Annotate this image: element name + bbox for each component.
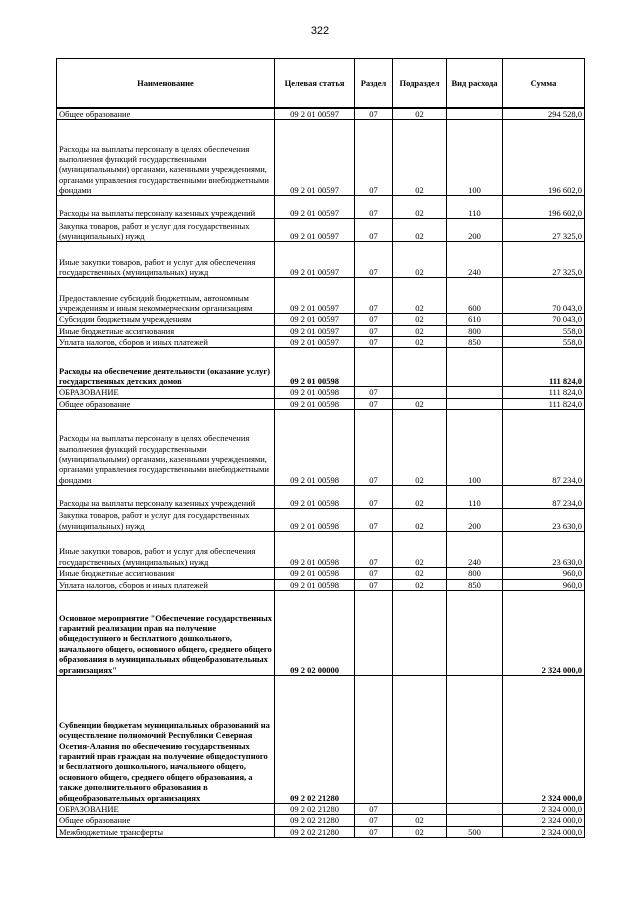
header-target: Целевая статья [275, 59, 355, 109]
cell-name: Закупка товаров, работ и услуг для государственных (муниципальных) нужд [57, 509, 275, 532]
cell-name: Иные закупки товаров, работ и услуг для обеспечения государственных (муниципальных) нужд [57, 532, 275, 568]
cell-amount: 960,0 [503, 579, 585, 590]
cell-amount: 2 324 000,0 [503, 815, 585, 826]
table-row [57, 579, 585, 590]
cell-amount: 111 824,0 [503, 387, 585, 398]
cell-exptype [447, 108, 503, 120]
budget-table [56, 58, 585, 838]
cell-amount: 111 824,0 [503, 398, 585, 409]
cell-section: 07 [355, 826, 393, 837]
header-section: Раздел [355, 59, 393, 109]
cell-amount: 111 824,0 [503, 348, 585, 387]
cell-name: Общее образование [57, 398, 275, 409]
cell-section: 07 [355, 509, 393, 532]
cell-target: 09 2 01 00597 [275, 278, 355, 314]
cell-target: 09 2 01 00598 [275, 348, 355, 387]
cell-exptype: 240 [447, 532, 503, 568]
cell-exptype: 610 [447, 314, 503, 325]
table-row [57, 348, 585, 387]
cell-amount: 70 043,0 [503, 278, 585, 314]
cell-exptype [447, 387, 503, 398]
cell-subsection: 02 [393, 196, 447, 219]
cell-amount: 27 325,0 [503, 242, 585, 278]
cell-amount: 960,0 [503, 568, 585, 579]
cell-exptype [447, 398, 503, 409]
cell-section: 07 [355, 242, 393, 278]
cell-amount: 558,0 [503, 325, 585, 336]
cell-target: 09 2 02 21280 [275, 675, 355, 803]
cell-subsection: 02 [393, 815, 447, 826]
cell-target: 09 2 02 00000 [275, 590, 355, 675]
cell-name: Субсидии бюджетным учреждениям [57, 314, 275, 325]
cell-target: 09 2 01 00597 [275, 196, 355, 219]
cell-section: 07 [355, 398, 393, 409]
cell-target: 09 2 01 00597 [275, 314, 355, 325]
cell-amount: 2 324 000,0 [503, 803, 585, 814]
cell-exptype: 500 [447, 826, 503, 837]
table-row [57, 219, 585, 242]
cell-target: 09 2 01 00598 [275, 410, 355, 486]
cell-subsection: 02 [393, 486, 447, 509]
cell-exptype: 800 [447, 325, 503, 336]
cell-target: 09 2 01 00597 [275, 242, 355, 278]
cell-exptype: 100 [447, 410, 503, 486]
cell-subsection: 02 [393, 826, 447, 837]
table-row [57, 337, 585, 348]
cell-section: 07 [355, 532, 393, 568]
cell-subsection: 02 [393, 108, 447, 120]
cell-exptype [447, 675, 503, 803]
cell-section: 07 [355, 108, 393, 120]
cell-exptype: 600 [447, 278, 503, 314]
cell-exptype [447, 803, 503, 814]
cell-target: 09 2 01 00597 [275, 108, 355, 120]
cell-name: Расходы на выплаты персоналу казенных учреждений [57, 486, 275, 509]
cell-exptype: 850 [447, 579, 503, 590]
cell-subsection [393, 803, 447, 814]
table-row [57, 278, 585, 314]
cell-subsection [393, 387, 447, 398]
cell-exptype: 200 [447, 509, 503, 532]
cell-section: 07 [355, 410, 393, 486]
header-subsection: Подраздел [393, 59, 447, 109]
table-row [57, 486, 585, 509]
cell-exptype [447, 815, 503, 826]
cell-target: 09 2 01 00597 [275, 219, 355, 242]
cell-exptype: 850 [447, 337, 503, 348]
table-row [57, 509, 585, 532]
table-row [57, 568, 585, 579]
cell-name: Расходы на выплаты персоналу казенных учреждений [57, 196, 275, 219]
cell-target: 09 2 02 21280 [275, 826, 355, 837]
cell-amount: 87 234,0 [503, 410, 585, 486]
cell-amount: 23 630,0 [503, 532, 585, 568]
cell-name: ОБРАЗОВАНИЕ [57, 803, 275, 814]
table-row [57, 108, 585, 120]
table-row [57, 803, 585, 814]
table-row [57, 398, 585, 409]
cell-target: 09 2 01 00597 [275, 337, 355, 348]
cell-name: Расходы на выплаты персоналу в целях обеспечения выполнения функций государственными (муниципальными) органами, казенными учреждениями, органами управления государственными внебюджетными фондами [57, 120, 275, 196]
cell-name: Предоставление субсидий бюджетным, автономным учреждениям и иным некоммерческим организациям [57, 278, 275, 314]
cell-exptype: 100 [447, 120, 503, 196]
header-name: Наименование [57, 59, 275, 109]
cell-subsection: 02 [393, 410, 447, 486]
cell-subsection: 02 [393, 325, 447, 336]
cell-exptype [447, 590, 503, 675]
cell-amount: 23 630,0 [503, 509, 585, 532]
cell-target: 09 2 01 00598 [275, 532, 355, 568]
cell-target: 09 2 01 00598 [275, 568, 355, 579]
cell-section: 07 [355, 815, 393, 826]
cell-name: Иные бюджетные ассигнования [57, 325, 275, 336]
cell-name: Общее образование [57, 108, 275, 120]
cell-amount: 87 234,0 [503, 486, 585, 509]
cell-subsection: 02 [393, 509, 447, 532]
table-row [57, 314, 585, 325]
cell-name: Уплата налогов, сборов и иных платежей [57, 337, 275, 348]
cell-target: 09 2 01 00598 [275, 486, 355, 509]
cell-target: 09 2 01 00598 [275, 579, 355, 590]
table-row [57, 325, 585, 336]
cell-section [355, 590, 393, 675]
cell-section: 07 [355, 803, 393, 814]
table-row [57, 675, 585, 803]
cell-amount: 2 324 000,0 [503, 826, 585, 837]
cell-name: ОБРАЗОВАНИЕ [57, 387, 275, 398]
cell-exptype: 110 [447, 486, 503, 509]
cell-section: 07 [355, 314, 393, 325]
cell-section: 07 [355, 337, 393, 348]
table-header-row [57, 59, 585, 109]
cell-name: Основное мероприятие "Обеспечение государственных гарантий реализации прав на получение общедоступного и бесплатного дошкольного, начального общего, основного общего, среднего общего образования в муниципальных общеобразовательных организациях" [57, 590, 275, 675]
cell-section: 07 [355, 278, 393, 314]
table-row [57, 826, 585, 837]
cell-name: Расходы на обеспечение деятельности (оказание услуг) государственных детских домов [57, 348, 275, 387]
cell-amount: 294 528,0 [503, 108, 585, 120]
cell-subsection: 02 [393, 314, 447, 325]
cell-exptype: 200 [447, 219, 503, 242]
cell-section: 07 [355, 219, 393, 242]
cell-section [355, 675, 393, 803]
cell-subsection [393, 348, 447, 387]
cell-subsection: 02 [393, 120, 447, 196]
cell-section [355, 348, 393, 387]
cell-subsection [393, 675, 447, 803]
cell-target: 09 2 01 00598 [275, 387, 355, 398]
cell-section: 07 [355, 196, 393, 219]
header-amount: Сумма [503, 59, 585, 109]
cell-amount: 70 043,0 [503, 314, 585, 325]
cell-amount: 27 325,0 [503, 219, 585, 242]
cell-name: Иные бюджетные ассигнования [57, 568, 275, 579]
cell-subsection: 02 [393, 242, 447, 278]
cell-name: Иные закупки товаров, работ и услуг для обеспечения государственных (муниципальных) нужд [57, 242, 275, 278]
cell-amount: 2 324 000,0 [503, 590, 585, 675]
cell-subsection: 02 [393, 219, 447, 242]
table-row [57, 196, 585, 219]
cell-exptype: 800 [447, 568, 503, 579]
page-number: 322 [310, 25, 330, 37]
cell-target: 09 2 01 00598 [275, 398, 355, 409]
cell-section: 07 [355, 486, 393, 509]
cell-target: 09 2 01 00597 [275, 120, 355, 196]
cell-name: Общее образование [57, 815, 275, 826]
cell-subsection: 02 [393, 579, 447, 590]
cell-target: 09 2 01 00598 [275, 509, 355, 532]
cell-target: 09 2 01 00597 [275, 325, 355, 336]
cell-amount: 196 602,0 [503, 120, 585, 196]
cell-name: Закупка товаров, работ и услуг для государственных (муниципальных) нужд [57, 219, 275, 242]
cell-section: 07 [355, 387, 393, 398]
cell-subsection: 02 [393, 337, 447, 348]
cell-subsection: 02 [393, 278, 447, 314]
cell-subsection: 02 [393, 532, 447, 568]
cell-exptype: 110 [447, 196, 503, 219]
cell-name: Расходы на выплаты персоналу в целях обеспечения выполнения функций государственными (муниципальными) органами, казенными учреждениями, органами управления государственными внебюджетными фондами [57, 410, 275, 486]
table-row [57, 120, 585, 196]
cell-target: 09 2 02 21280 [275, 803, 355, 814]
cell-subsection: 02 [393, 568, 447, 579]
cell-section: 07 [355, 579, 393, 590]
cell-subsection [393, 590, 447, 675]
cell-exptype [447, 348, 503, 387]
cell-amount: 196 602,0 [503, 196, 585, 219]
table-body [57, 108, 585, 837]
cell-name: Субвенции бюджетам муниципальных образований на осуществление полномочий Республики Северная Осетия-Алания по обеспечению государственных гарантий прав граждан на получение общедоступного и бесплатного дошкольного, начального общего, основного общего, среднего общего образования, а также дополнительного образования в общеобразовательных организациях [57, 675, 275, 803]
cell-name: Межбюджетные трансферты [57, 826, 275, 837]
cell-name: Уплата налогов, сборов и иных платежей [57, 579, 275, 590]
cell-exptype: 240 [447, 242, 503, 278]
table-row [57, 242, 585, 278]
table-row [57, 387, 585, 398]
table-row [57, 532, 585, 568]
table-row [57, 590, 585, 675]
table-row [57, 410, 585, 486]
cell-subsection: 02 [393, 398, 447, 409]
cell-target: 09 2 02 21280 [275, 815, 355, 826]
cell-amount: 558,0 [503, 337, 585, 348]
cell-section: 07 [355, 568, 393, 579]
cell-amount: 2 324 000,0 [503, 675, 585, 803]
table-row [57, 815, 585, 826]
header-exptype: Вид расхода [447, 59, 503, 109]
cell-section: 07 [355, 120, 393, 196]
cell-section: 07 [355, 325, 393, 336]
